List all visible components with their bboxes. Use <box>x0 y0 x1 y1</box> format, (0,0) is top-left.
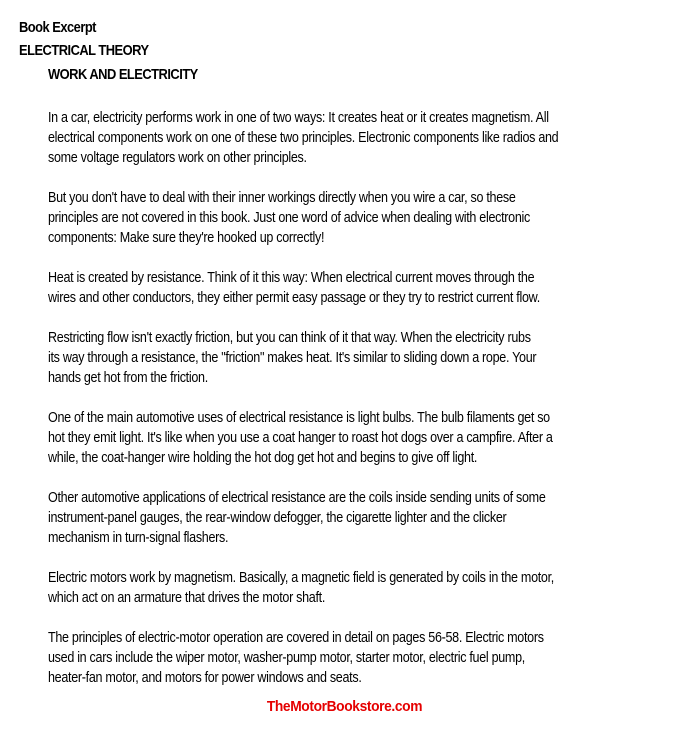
text-line: wires and other conductors, they either permit easy passage or they try to restrict current flow. <box>48 290 540 306</box>
text-line: One of the main automotive uses of electrical resistance is light bulbs. The bulb filaments get so <box>48 410 550 426</box>
text-line: Restricting flow isn't exactly friction, but you can think of it that way. When the electricity rubs <box>48 330 531 346</box>
paragraph <box>48 628 626 688</box>
text-line: heater-fan motor, and motors for power windows and seats. <box>48 670 362 686</box>
text-line: In a car, electricity performs work in one of two ways: It creates heat or it creates magnetism. All <box>48 110 549 126</box>
text-line: Electric motors work by magnetism. Basically, a magnetic field is generated by coils in the motor, <box>48 570 554 586</box>
paragraph <box>48 328 626 388</box>
text-line: Heat is created by resistance. Think of it this way: When electrical current moves through the <box>48 270 535 286</box>
paragraph <box>48 488 626 548</box>
paragraph <box>48 268 626 308</box>
paragraph <box>48 108 626 168</box>
text-line: while, the coat-hanger wire holding the hot dog get hot and begins to give off light. <box>48 450 478 466</box>
text-line: electrical components work on one of these two principles. Electronic components like radios and <box>48 130 559 146</box>
text-line: its way through a resistance, the "friction" makes heat. It's similar to sliding down a rope. Your <box>48 350 537 366</box>
text-line: used in cars include the wiper motor, washer-pump motor, starter motor, electric fuel pump, <box>48 650 525 666</box>
text-line: hands get hot from the friction. <box>48 370 208 386</box>
text-line: But you don't have to deal with their inner workings directly when you wire a car, so these <box>48 190 516 206</box>
text-line: The principles of electric-motor operation are covered in detail on pages 56-58. Electric motors <box>48 630 544 646</box>
text-line: Other automotive applications of electrical resistance are the coils inside sending units of some <box>48 490 546 506</box>
text-line: mechanism in turn-signal flashers. <box>48 530 229 546</box>
text-line: instrument-panel gauges, the rear-window defogger, the cigarette lighter and the clicker <box>48 510 507 526</box>
text-line: which act on an armature that drives the motor shaft. <box>48 590 326 606</box>
text-line: components: Make sure they're hooked up correctly! <box>48 230 325 246</box>
excerpt-body <box>48 108 626 708</box>
footer-site-link[interactable]: TheMotorBookstore.com <box>266 699 423 715</box>
paragraph <box>48 188 626 248</box>
paragraph <box>48 408 626 468</box>
paragraph <box>48 568 626 608</box>
text-line: some voltage regulators work on other principles. <box>48 150 307 166</box>
section-title: ELECTRICAL THEORY <box>19 42 149 59</box>
subsection-title: WORK AND ELECTRICITY <box>48 66 198 83</box>
text-line: principles are not covered in this book. Just one word of advice when dealing with electronic <box>48 210 530 226</box>
excerpt-label: Book Excerpt <box>19 19 96 36</box>
text-line: hot they emit light. It's like when you use a coat hanger to roast hot dogs over a campfire. After a <box>48 430 553 446</box>
